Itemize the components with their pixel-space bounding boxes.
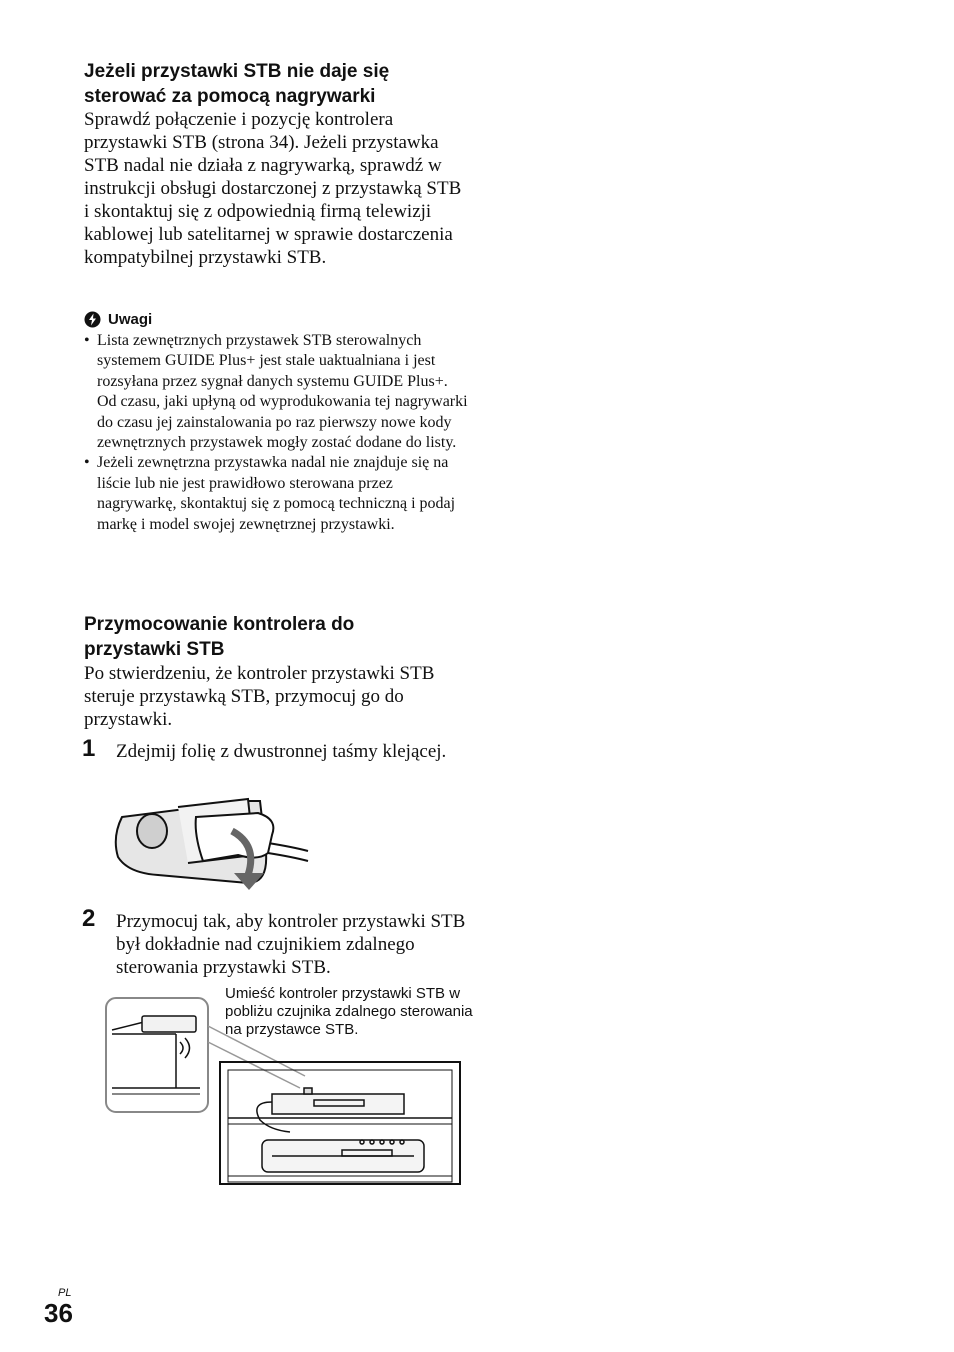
notes-header	[84, 311, 152, 328]
note-item	[84, 453, 470, 535]
step-text: Zdejmij folię z dwustronnej taśmy klejącej.	[116, 741, 447, 762]
section-heading-attach-controller	[84, 612, 474, 662]
bullet-dot: •	[84, 454, 90, 472]
heading-line: Przymocowanie kontrolera do	[84, 614, 355, 635]
note-icon	[84, 311, 101, 328]
notes-list	[84, 331, 470, 535]
note-text: Jeżeli zewnętrzna przystawka nadal nie znajduje się na liście lub nie jest prawidłowo sterowana przez nagrywarkę, skontaktuj się z pomocą techniczną i podaj markę i model swojej zewnętrznej przystawki.	[97, 454, 456, 533]
notes-label: Uwagi	[108, 311, 153, 328]
controller-tape-illustration	[108, 795, 313, 900]
placement-illustration	[100, 990, 465, 1185]
step-number: 1	[82, 735, 96, 762]
heading-line: przystawki STB	[84, 639, 225, 660]
section-paragraph: Sprawdź połączenie i pozycję kontrolera przystawki STB (strona 34). Jeżeli przystawka STB nadal nie działa z nagrywarką, sprawdź w instrukcji obsługi dostarczonej z przystawką STB i skontaktuj się z odpowiednią firmą telewizji kablowej lub satelitarnej w sprawie dostarczenia kompatybilnej przystawki STB.	[84, 109, 462, 268]
section-heading-stb-control	[84, 59, 474, 109]
note-text: Lista zewnętrznych przystawek STB sterowalnych systemem GUIDE Plus+ jest stale uaktualniana i jest rozsyłana przez sygnał danych systemu GUIDE Plus+. Od czasu, jaki upłyną od wyprodukowania tej nagrywarki do czasu jej zainstalowania po raz pierwszy nowe kody zewnętrznych przystawek mogły zostać dodane do listy.	[97, 332, 468, 452]
bullet-dot: •	[84, 332, 90, 349]
note-item	[84, 331, 470, 453]
page-number: 36	[44, 1298, 73, 1328]
heading-line: sterować za pomocą nagrywarki	[84, 86, 376, 107]
step-text: Przymocuj tak, aby kontroler przystawki STB był dokładnie nad czujnikiem zdalnego sterowania przystawki STB.	[116, 911, 466, 978]
heading-line: Jeżeli przystawki STB nie daje się	[84, 61, 390, 82]
section-paragraph: Po stwierdzeniu, że kontroler przystawki STB steruje przystawką STB, przymocuj go do przystawki.	[84, 663, 435, 730]
illustration-caption: Umieść kontroler przystawki STB w pobliżu czujnika zdalnego sterowania na przystawce STB.	[225, 985, 473, 1038]
language-code: PL	[58, 1287, 72, 1299]
step-number: 2	[82, 905, 96, 932]
